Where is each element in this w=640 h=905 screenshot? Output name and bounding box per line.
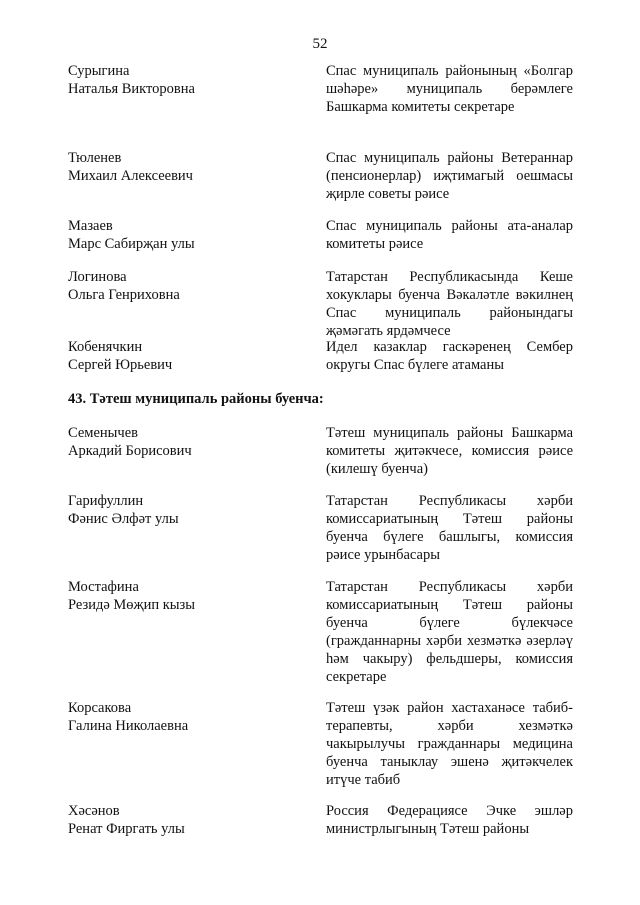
position-description: Татарстан Республикасы хәрби комиссариатының Тәтеш районы буенча бүлеге бүлекчәсе (гражданнарны хәрби хезмәткә әзерләү һәм чакыру) фельдшеры, комиссия секретаре: [326, 579, 573, 685]
surname: Сурыгина: [68, 63, 130, 79]
person-name: [68, 62, 298, 98]
surname: Гарифуллин: [68, 493, 144, 509]
surname: Корсакова: [68, 700, 132, 716]
person-name: [68, 699, 298, 735]
surname: Семенычев: [68, 425, 138, 441]
surname: Мостафина: [68, 579, 139, 595]
given-name: Наталья Викторовна: [68, 81, 195, 97]
surname: Тюленев: [68, 150, 122, 166]
position-description: Спас муниципаль районының «Болгар шәһәре» муниципаль берәмлеге Башкарма комитеты секретаре: [326, 63, 573, 115]
given-name: Ренат Фиргать улы: [68, 821, 185, 837]
person-name: [68, 802, 298, 838]
position-description: Россия Федерациясе Эчке эшләр министрлыгының Тәтеш районы: [326, 803, 573, 837]
surname: Кобенячкин: [68, 339, 143, 355]
person-name: [68, 424, 298, 460]
person-name: [68, 149, 298, 185]
position-description: Тәтеш үзәк район хастаханәсе табиб-терапевты, хәрби хезмәткә чакырылучы гражданнары медицина буенча таныклау эшенә җитәкчелек итүче табиб: [326, 700, 573, 788]
given-name: Михаил Алексеевич: [68, 168, 193, 184]
surname: Логинова: [68, 269, 127, 285]
section-heading: 43. Тәтеш муниципаль районы буенча:: [68, 391, 324, 407]
position-description: Спас муниципаль районы Ветераннар (пенсионерлар) иҗтимагый оешмасы җирле советы рәисе: [326, 150, 573, 202]
position-description: Татарстан Республикасы хәрби комиссариатының Тәтеш районы буенча бүлеге башлыгы, комиссия рәисе урынбасары: [326, 493, 573, 563]
given-name: Фәнис Әлфәт улы: [68, 511, 179, 527]
person-name: [68, 492, 298, 528]
given-name: Марс Сабирҗан улы: [68, 236, 195, 252]
given-name: Галина Николаевна: [68, 718, 189, 734]
position-description: Татарстан Республикасында Кеше хокуклары буенча Вәкаләтле вәкилнең Спас муниципаль районындагы җәмәгать ярдәмчесе: [326, 269, 573, 339]
given-name: Сергей Юрьевич: [68, 357, 173, 373]
surname: Хәсәнов: [68, 803, 120, 819]
position-description: Тәтеш муниципаль районы Башкарма комитеты җитәкчесе, комиссия рәисе (килешү буенча): [326, 425, 573, 477]
position-description: Идел казаклар гаскәренең Сембер округы Спас бүлеге атаманы: [326, 339, 573, 373]
person-name: [68, 578, 298, 614]
person-name: [68, 268, 298, 304]
given-name: Ольга Генриховна: [68, 287, 180, 303]
given-name: Резидә Мөҗип кызы: [68, 597, 195, 613]
person-name: [68, 338, 298, 374]
surname: Мазаев: [68, 218, 113, 234]
given-name: Аркадий Борисович: [68, 443, 192, 459]
page-number: 52: [312, 36, 328, 52]
person-name: [68, 217, 298, 253]
position-description: Спас муниципаль районы ата-аналар комитеты рәисе: [326, 218, 573, 252]
